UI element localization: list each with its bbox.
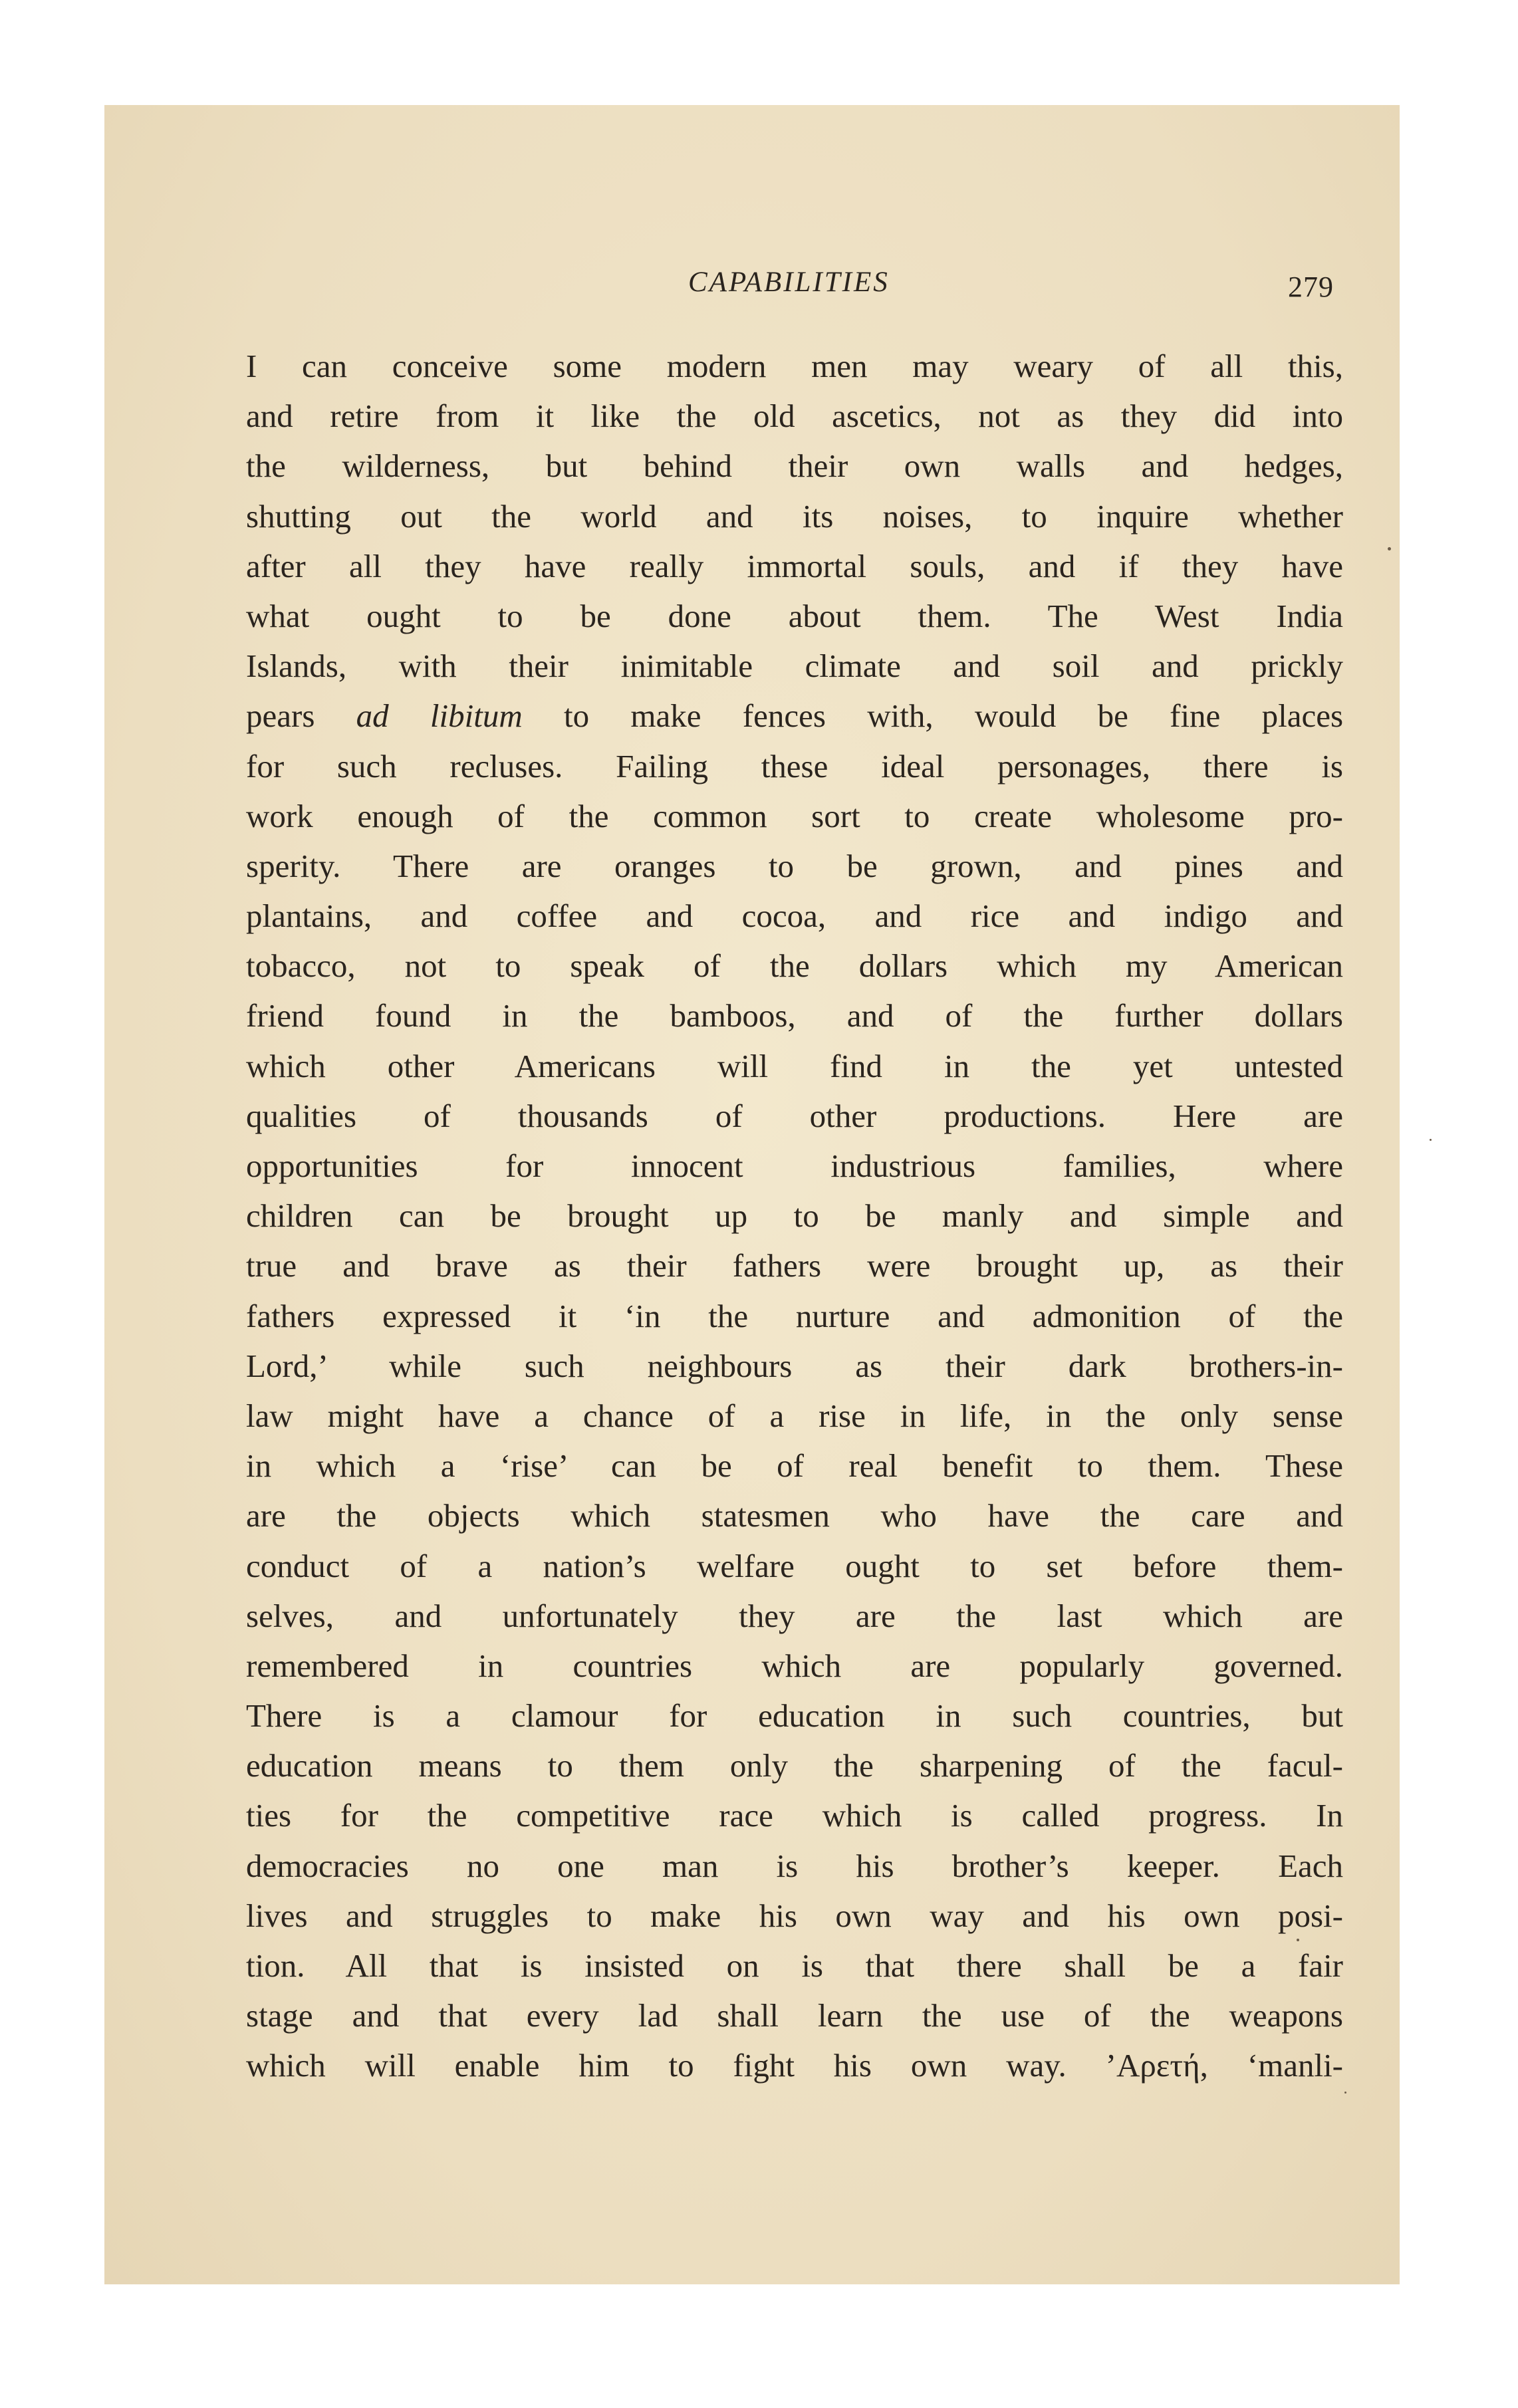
text-line: pears ad libitum to make fences with, would be fine places (246, 697, 1343, 735)
running-head (246, 266, 1343, 306)
paper-speck (1430, 1139, 1432, 1141)
text-line: Lord,’ while such neighbours as their dark brothers-in- (246, 1347, 1343, 1384)
text-line: in which a ‘rise’ can be of real benefit to them. These (246, 1447, 1343, 1485)
text-line: which other Americans will find in the yet untested (246, 1047, 1343, 1084)
text-line: for such recluses. Failing these ideal personages, there is (246, 747, 1343, 784)
text-line: remembered in countries which are popularly governed. (246, 1647, 1343, 1684)
text-line: work enough of the common sort to create wholesome pro- (246, 797, 1343, 834)
text-line: friend found in the bamboos, and of the further dollars (246, 997, 1343, 1034)
text-line: after all they have really immortal souls, and if they have (246, 547, 1343, 584)
text-line: fathers expressed it ‘in the nurture and admonition of the (246, 1297, 1343, 1334)
text-line: children can be brought up to be manly and simple and (246, 1197, 1343, 1235)
page-number: 279 (1288, 271, 1334, 303)
text-line: selves, and unfortunately they are the last which are (246, 1597, 1343, 1634)
text-line: tobacco, not to speak of the dollars which my American (246, 947, 1343, 985)
body-text (246, 341, 1343, 2091)
page-scan (104, 105, 1400, 2284)
text-line: There is a clamour for education in such countries, but (246, 1697, 1343, 1735)
text-line: ties for the competitive race which is called progress. In (246, 1797, 1343, 1834)
text-line: and retire from it like the old ascetics, not as they did into (246, 398, 1343, 435)
text-line: stage and that every lad shall learn the use of the weapons (246, 1997, 1343, 2034)
text-line: plantains, and coffee and cocoa, and rice and indigo and (246, 898, 1343, 935)
text-line: Islands, with their inimitable climate and soil and prickly (246, 648, 1343, 685)
text-line: are the objects which statesmen who have the care and (246, 1497, 1343, 1534)
text-line: qualities of thousands of other productions. Here are (246, 1097, 1343, 1134)
text-line: sperity. There are oranges to be grown, and pines and (246, 847, 1343, 884)
text-line: opportunities for innocent industrious families, where (246, 1147, 1343, 1184)
running-head-title: CAPABILITIES (688, 267, 890, 298)
text-line: democracies no one man is his brother’s keeper. Each (246, 1847, 1343, 1884)
text-line: law might have a chance of a rise in life, in the only sense (246, 1397, 1343, 1434)
text-line: which will enable him to fight his own way. ’Αρετή, ‘manli- (246, 2047, 1343, 2084)
text-line: shutting out the world and its noises, to inquire whether (246, 497, 1343, 535)
paper-speck (1344, 2092, 1346, 2094)
text-line: true and brave as their fathers were brought up, as their (246, 1247, 1343, 1284)
text-line: the wilderness, but behind their own walls and hedges, (246, 447, 1343, 485)
text-line: education means to them only the sharpening of the facul- (246, 1747, 1343, 1784)
text-line: what ought to be done about them. The West India (246, 597, 1343, 634)
text-line: tion. All that is insisted on is that there shall be a fair (246, 1947, 1343, 1984)
paper-speck (1388, 547, 1391, 550)
text-line: lives and struggles to make his own way and his own posi- (246, 1897, 1343, 1934)
text-line: conduct of a nation’s welfare ought to set before them- (246, 1547, 1343, 1584)
text-line: I can conceive some modern men may weary of all this, (246, 348, 1343, 384)
